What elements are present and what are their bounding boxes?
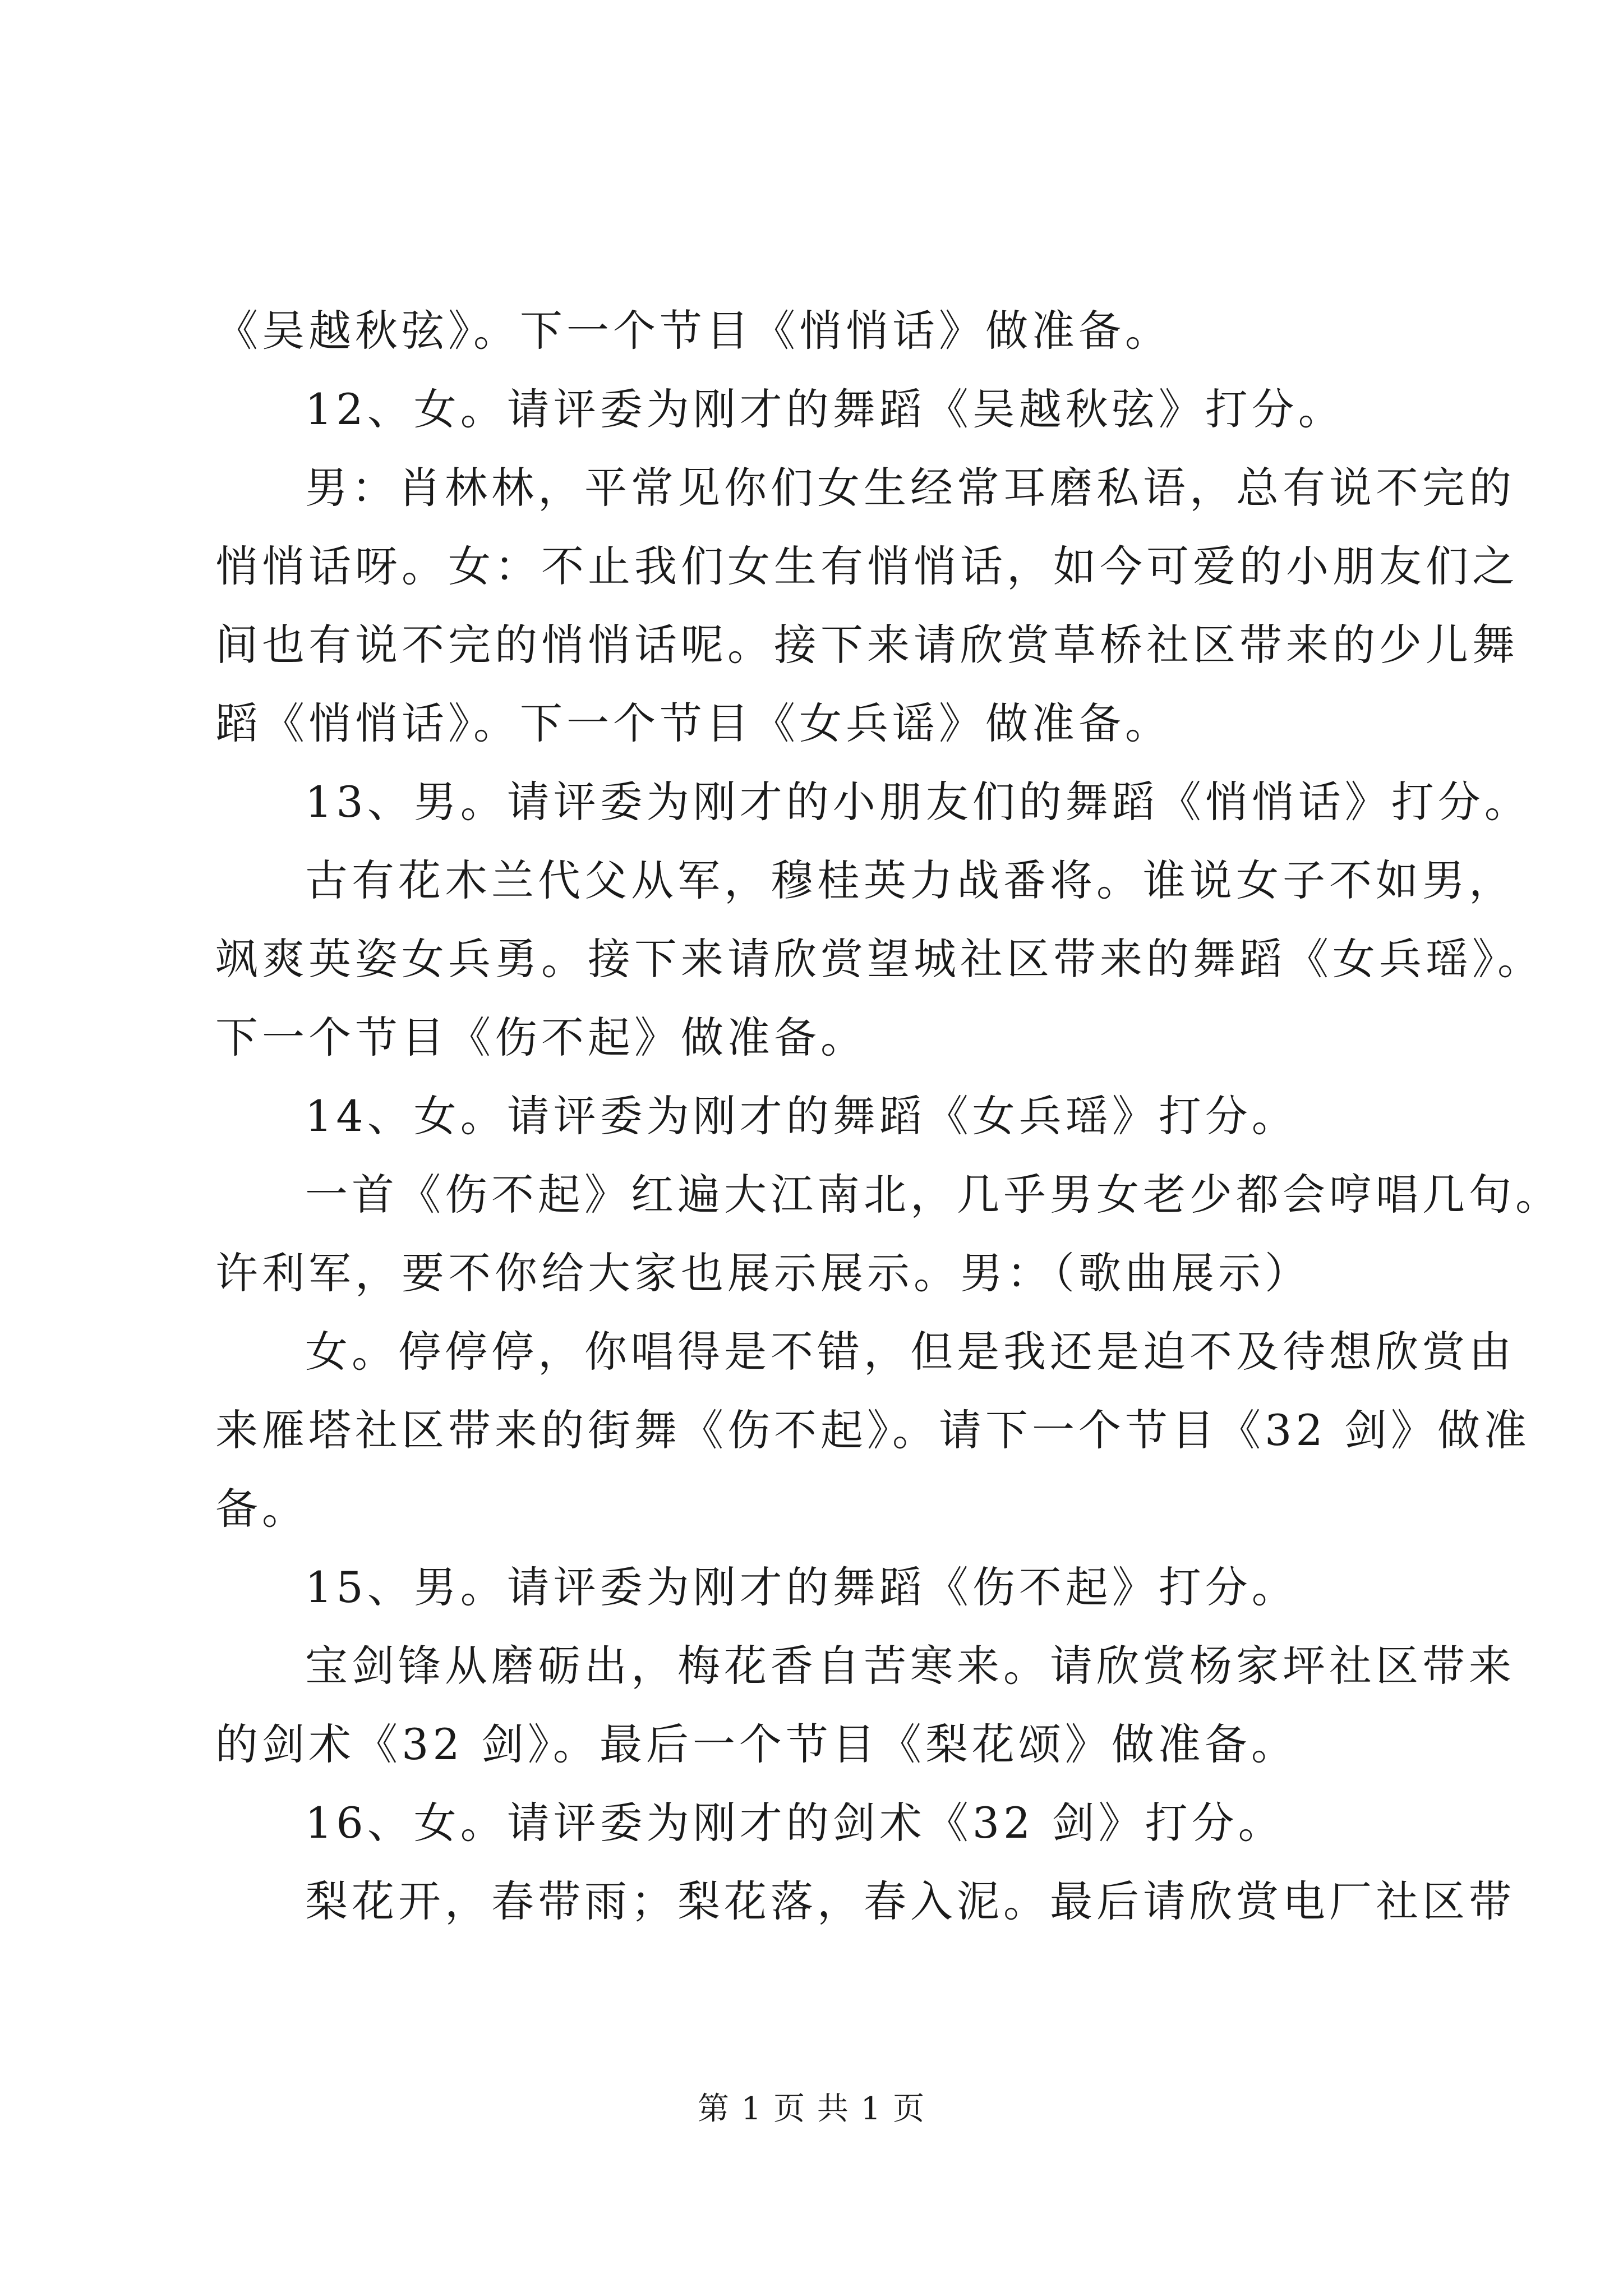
text-line: 古有花木兰代父从军，穆桂英力战番将。谁说女子不如男， [305, 855, 1515, 905]
text-line: 飒爽英姿女兵勇。接下来请欣赏望城社区带来的舞蹈《女兵瑶》。 [215, 934, 1544, 984]
text-line: 13、男。请评委为刚才的小朋友们的舞蹈《悄悄话》打分。 [305, 777, 1531, 827]
text-line: 女。停停停，你唱得是不错，但是我还是迫不及待想欣赏由 [305, 1327, 1515, 1377]
text-line: 蹈《悄悄话》。下一个节目《女兵谣》做准备。 [215, 698, 1172, 748]
text-line: 梨花开，春带雨；梨花落，春入泥。最后请欣赏电厂社区带 [305, 1876, 1515, 1926]
text-line: 一首《伤不起》红遍大江南北，几乎男女老少都会哼唱几句。 [305, 1170, 1562, 1220]
text-line: 来雁塔社区带来的街舞《伤不起》。请下一个节目《32 剑》做准 [215, 1405, 1530, 1455]
document-body [215, 292, 1562, 1941]
page-footer: 第 1 页 共 1 页 [697, 2091, 926, 2127]
text-line: 的剑术《32 剑》。最后一个节目《梨花颂》做准备。 [215, 1719, 1298, 1769]
text-line: 男：肖林林，平常见你们女生经常耳磨私语，总有说不完的 [305, 463, 1515, 513]
text-line: 12、女。请评委为刚才的舞蹈《吴越秋弦》打分。 [305, 384, 1345, 434]
text-line: 16、女。请评委为刚才的剑术《32 剑》打分。 [305, 1798, 1285, 1848]
text-line: 备。 [215, 1484, 308, 1534]
text-line: 宝剑锋从磨砺出，梅花香自苦寒来。请欣赏杨家坪社区带来 [305, 1641, 1515, 1691]
text-line: 悄悄话呀。女：不止我们女生有悄悄话，如今可爱的小朋友们之 [215, 541, 1519, 591]
text-line: 许利军，要不你给大家也展示展示。男：（歌曲展示） [215, 1248, 1311, 1298]
text-line: 14、女。请评委为刚才的舞蹈《女兵瑶》打分。 [305, 1091, 1298, 1141]
text-line: 下一个节目《伤不起》做准备。 [215, 1013, 867, 1062]
text-line: 《吴越秋弦》。下一个节目《悄悄话》做准备。 [215, 306, 1172, 356]
text-line: 15、男。请评委为刚才的舞蹈《伤不起》打分。 [305, 1562, 1298, 1612]
text-line: 间也有说不完的悄悄话呢。接下来请欣赏草桥社区带来的少儿舞 [215, 620, 1519, 670]
